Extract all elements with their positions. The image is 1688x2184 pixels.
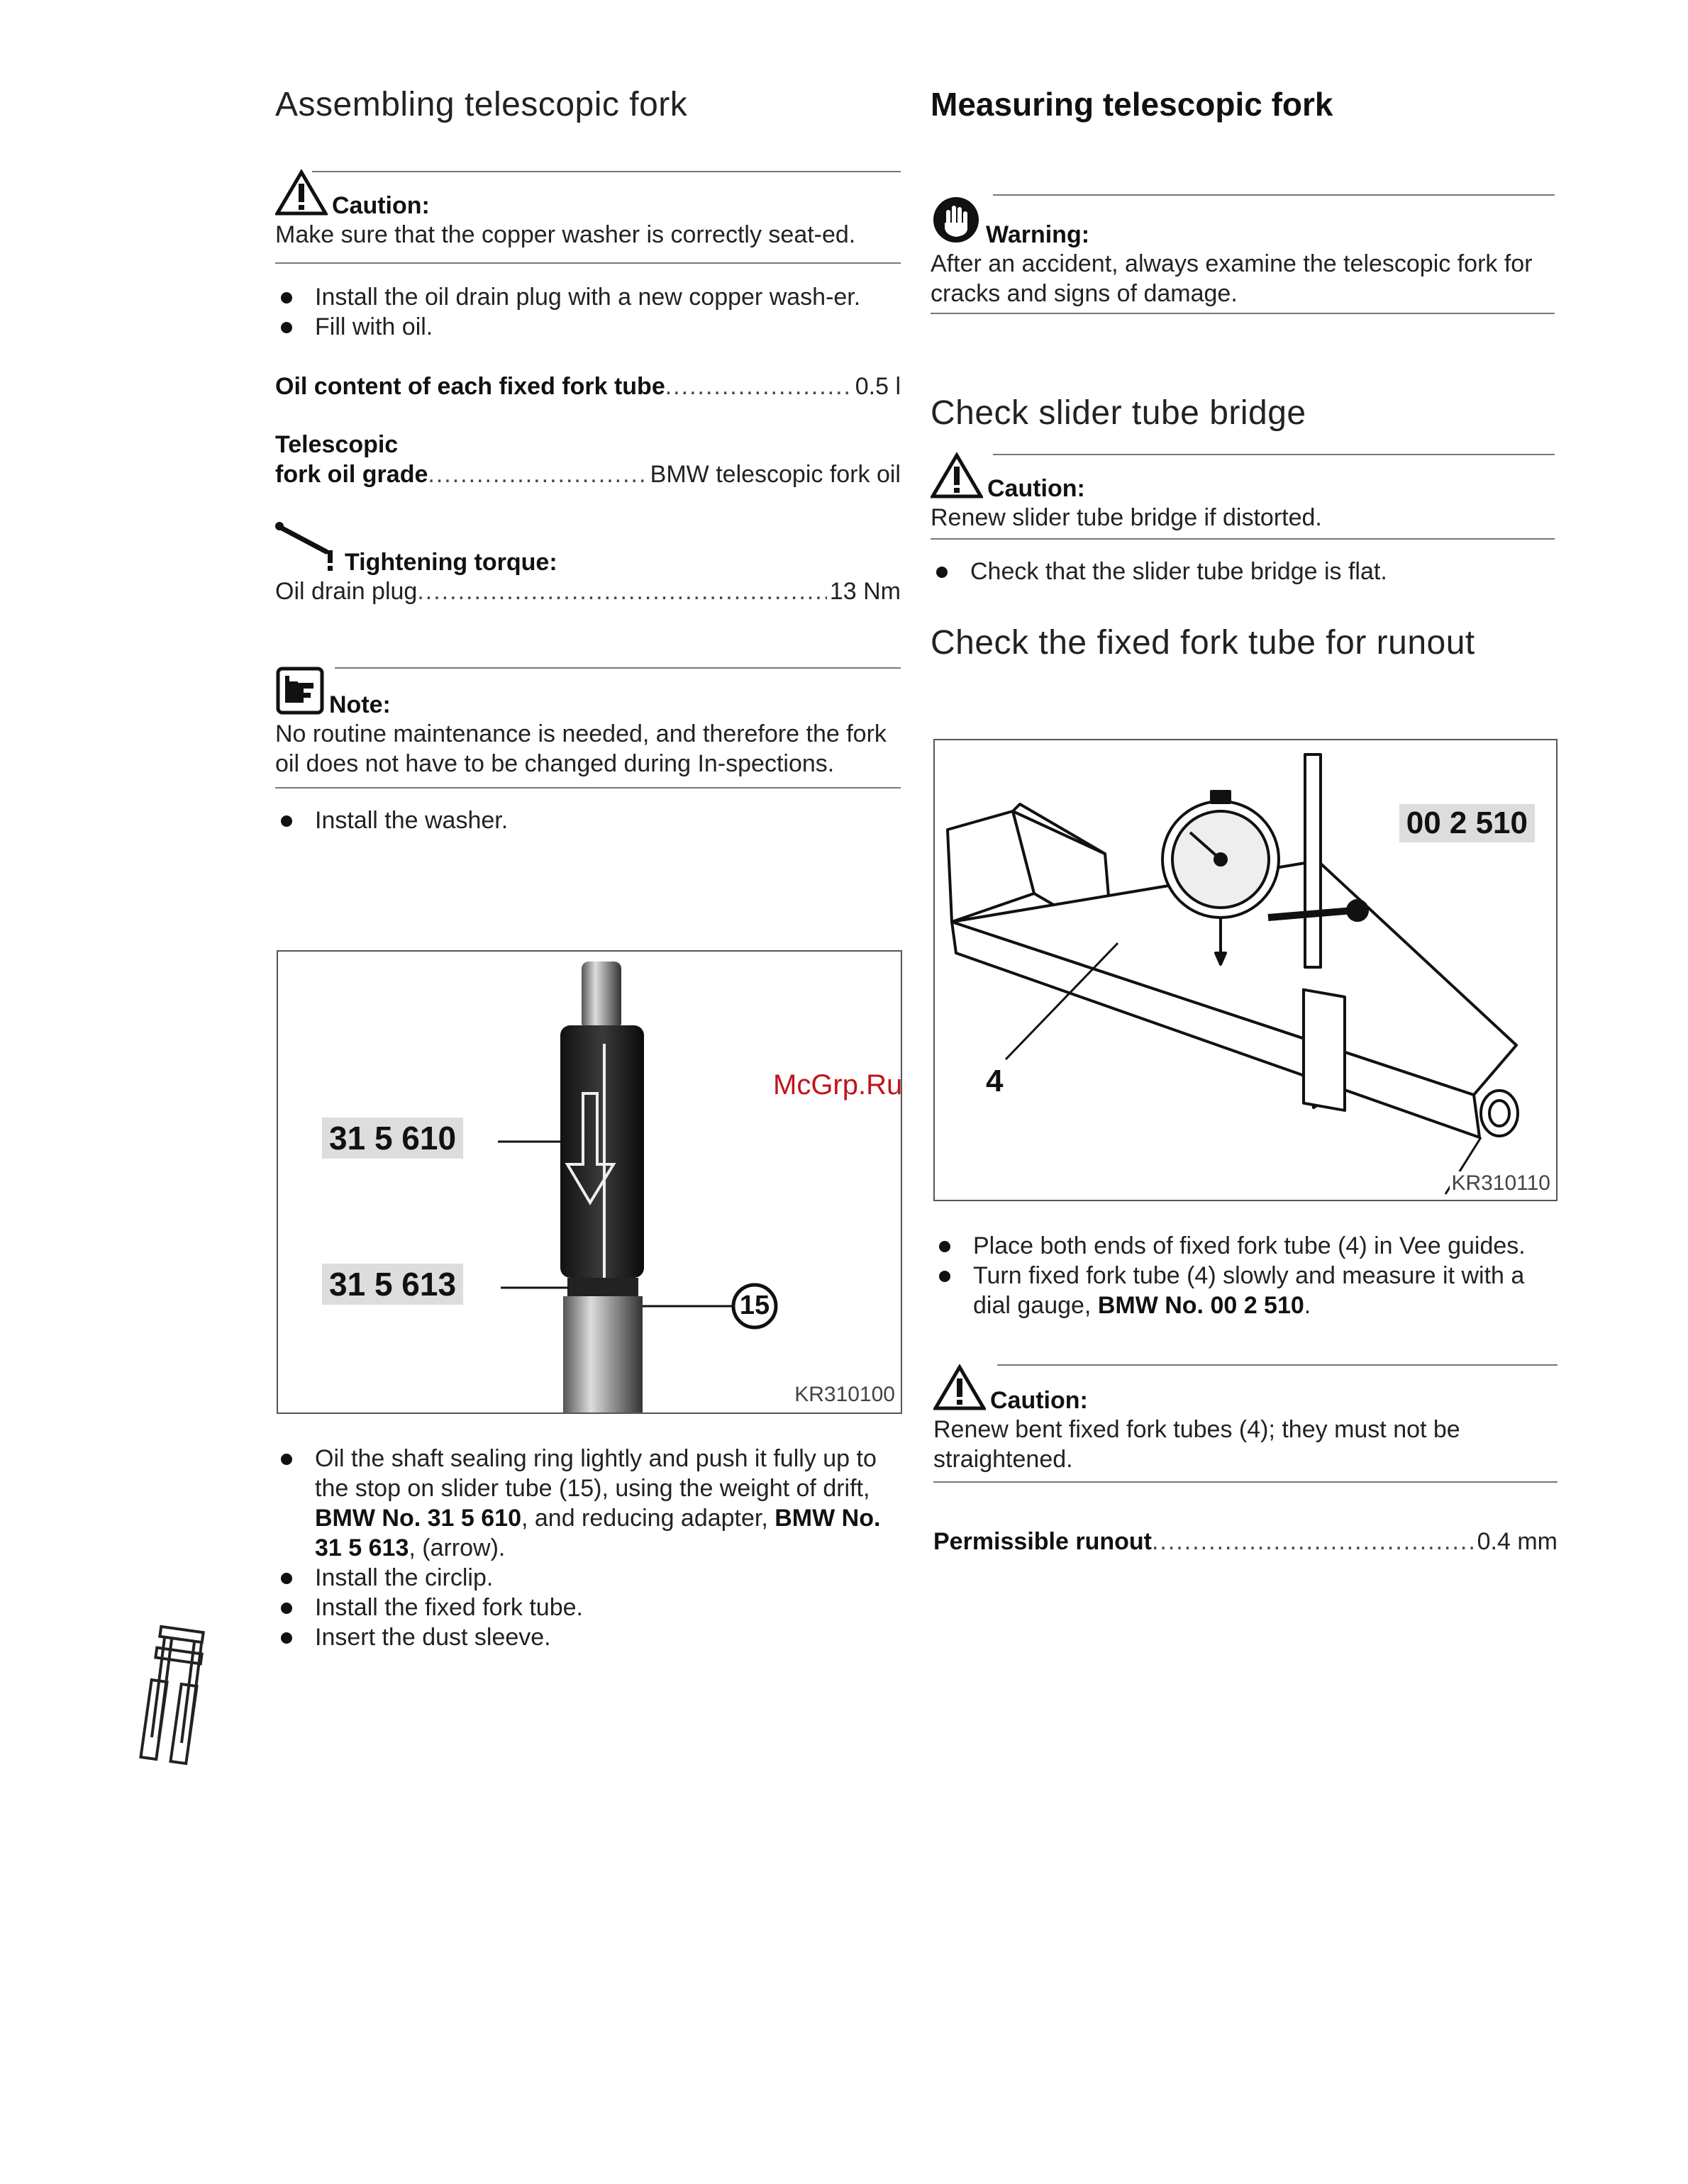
part-number-4: 4 (986, 1064, 1004, 1098)
list-item: Fill with oil. (275, 312, 901, 342)
list-item: Oil the shaft sealing ring lightly and push it fully up to the stop on slider tube (15), using the weight of drift, BMW No. 31 5 610, and reducing adapter, BMW No. 31 5 613, (arrow). (275, 1444, 901, 1563)
spec-permissible-runout (933, 1527, 1557, 1556)
divider (931, 313, 1555, 314)
spec-label: Telescopic (275, 431, 399, 458)
caution-notice (931, 452, 1555, 533)
caution-notice (933, 1364, 1557, 1474)
steps-list (275, 1444, 901, 1652)
leader-dots (1152, 1527, 1475, 1556)
steps-list (275, 282, 901, 342)
divider (931, 538, 1555, 540)
spec-value: 0.4 mm (1477, 1528, 1557, 1555)
spec-label: Oil content of each fixed fork tube (275, 373, 665, 400)
caution-triangle-icon (275, 169, 328, 220)
caution-text: Make sure that the copper washer is correctly seat-ed. (275, 221, 856, 248)
divider (275, 262, 901, 264)
leader-dots (665, 372, 853, 401)
steps-list (933, 1231, 1557, 1320)
spec-label: fork oil grade (275, 461, 428, 488)
note-hand-icon (275, 666, 325, 719)
warning-hand-icon (931, 194, 982, 249)
warning-text: After an accident, always examine the telescopic fork for cracks and signs of damage. (931, 250, 1533, 307)
tool-label-31-5-610: 31 5 610 (322, 1118, 463, 1159)
spec-label: Permissible runout (933, 1528, 1152, 1555)
list-item: Turn fixed fork tube (4) slowly and measure it with a dial gauge, BMW No. 00 2 510. (933, 1261, 1557, 1320)
right-column (931, 85, 1555, 662)
caution-notice (275, 169, 901, 250)
figure-dial-gauge (933, 739, 1557, 1201)
divider (933, 1481, 1557, 1483)
torque-wrench-icon (275, 520, 340, 576)
caution-triangle-icon (931, 452, 983, 503)
divider (275, 787, 901, 789)
spec-label: Oil drain plug (275, 578, 418, 605)
list-item: Check that the slider tube bridge is flat. (931, 557, 1555, 586)
spec-value: BMW telescopic fork oil (650, 461, 901, 488)
list-item: Place both ends of fixed fork tube (4) in Vee guides. (933, 1231, 1557, 1261)
spec-value: 0.5 l (855, 373, 901, 400)
drift-tool-illustration (278, 952, 901, 1413)
section-title-assembling: Assembling telescopic fork (275, 86, 688, 123)
section-title-measuring: Measuring telescopic fork (931, 86, 1333, 123)
list-item: Insert the dust sleeve. (275, 1622, 901, 1652)
telescopic-fork-thumbnail-icon (139, 1624, 217, 1766)
torque-notice (275, 520, 901, 606)
subsection-title-bridge: Check slider tube bridge (931, 394, 1306, 432)
note-text: No routine maintenance is needed, and therefore the fork oil does not have to be changed during In-spections. (275, 720, 887, 777)
caution-title: Caution: (987, 475, 1085, 502)
caution-text: Renew bent fixed fork tubes (4); they must not be straightened. (933, 1416, 1460, 1473)
steps-list (931, 557, 1555, 586)
steps-list (275, 806, 901, 835)
figure-drift-tool (277, 950, 902, 1414)
left-column-continued (275, 1444, 901, 1652)
torque-title: Tightening torque: (345, 549, 557, 576)
part-number-15: 15 (739, 1291, 770, 1320)
note-notice (275, 666, 901, 779)
leader-dots (417, 576, 827, 606)
list-item: Install the circlip. (275, 1563, 901, 1593)
warning-title: Warning: (986, 221, 1090, 248)
list-item: Install the oil drain plug with a new copper wash-er. (275, 282, 901, 312)
spec-oil-content (275, 372, 901, 401)
tool-label-31-5-613: 31 5 613 (322, 1264, 463, 1305)
left-column (275, 85, 901, 835)
leader-dots (428, 459, 647, 489)
caution-text: Renew slider tube bridge if distorted. (931, 504, 1322, 531)
subsection-title-runout: Check the fixed fork tube for runout (931, 624, 1475, 662)
caution-title: Caution: (332, 192, 430, 219)
note-title: Note: (329, 691, 391, 718)
figure-code: KR310110 (1451, 1171, 1550, 1195)
spec-oil-grade (275, 430, 901, 489)
figure-code: KR310100 (794, 1383, 895, 1406)
caution-title: Caution: (990, 1387, 1088, 1414)
tool-label-00-2-510: 00 2 510 (1399, 804, 1535, 842)
warning-notice (931, 194, 1555, 308)
list-item: Install the fixed fork tube. (275, 1593, 901, 1622)
list-item: Install the washer. (275, 806, 901, 835)
spec-value: 13 Nm (829, 578, 901, 605)
right-column-continued (933, 1231, 1557, 1556)
caution-triangle-icon (933, 1364, 986, 1415)
watermark-text: McGrp.Ru (773, 1069, 903, 1101)
